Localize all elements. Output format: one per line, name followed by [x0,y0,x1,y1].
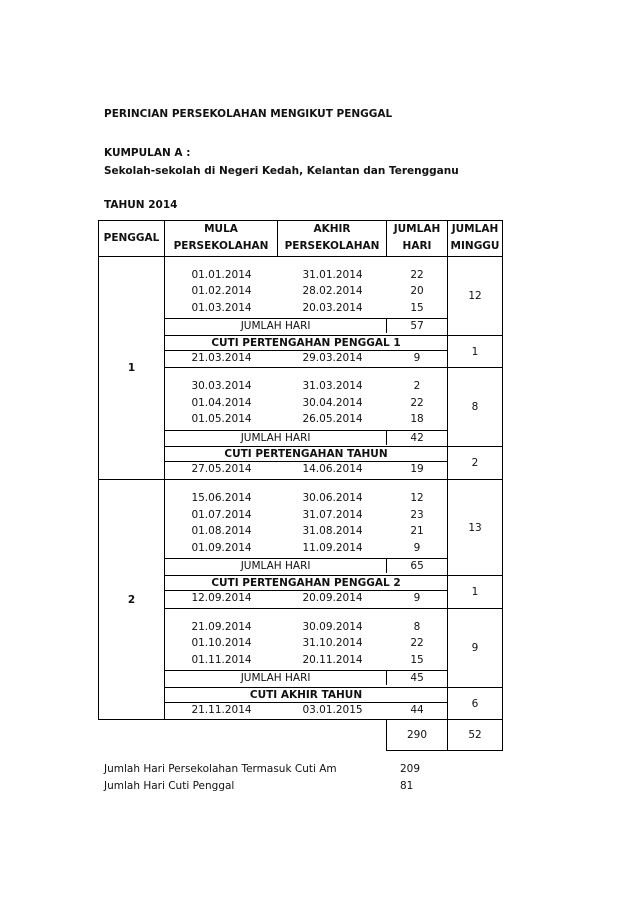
col-akhir: AKHIR PERSEKOLAHAN [278,221,387,257]
mula-date: 01.01.2014 [191,268,252,281]
date-line [165,490,447,507]
akhir-date: 31.01.2014 [302,268,363,281]
hari-count: 15 [410,301,424,314]
col-jumlah-hari: JUMLAH HARI [387,221,448,257]
cuti-title: CUTI PERTENGAHAN TAHUN [165,447,447,462]
mula-date: 12.09.2014 [191,592,252,604]
akhir-date: 30.06.2014 [302,492,363,505]
hari-count: 44 [410,703,424,716]
mula-date: 01.02.2014 [191,285,252,298]
cuti-date-line [165,351,447,366]
summary-value: 209 [400,763,421,775]
minggu-cell: 6 [448,687,503,720]
col-penggal: PENGGAL [99,221,165,257]
mula-date: 27.05.2014 [191,463,252,476]
date-line [165,540,447,557]
date-line [165,283,447,300]
mula-date: 21.03.2014 [191,351,252,364]
jumlah-hari-value: 42 [410,431,424,444]
totals-row [99,720,503,751]
date-line [165,267,447,284]
penggal-cell: 1 [99,256,165,479]
group-description: Sekolah-sekolah di Negeri Kedah, Kelantan dan Terengganu [104,165,459,177]
col-jumlah-minggu: JUMLAH MINGGU [448,221,503,257]
akhir-date: 31.03.2014 [302,380,363,393]
summary-value: 81 [400,780,414,792]
cuti-title: CUTI PERTENGAHAN PENGGAL 2 [165,576,447,591]
totals-spacer [165,720,387,751]
hari-count: 18 [410,413,424,426]
akhir-date: 28.02.2014 [302,285,363,298]
akhir-date: 26.05.2014 [302,413,363,426]
jumlah-hari-label: JUMLAH HARI [165,671,387,685]
jumlah-hari-line [165,318,447,333]
mula-date: 01.07.2014 [191,508,252,521]
mula-date: 01.03.2014 [191,301,252,314]
summary-row-2 [104,780,414,792]
minggu-cell: 2 [448,447,503,480]
cuti-title: CUTI AKHIR TAHUN [165,688,447,703]
total-hari: 290 [387,720,448,751]
akhir-date: 11.09.2014 [302,541,363,554]
date-line [165,300,447,317]
cuti-title: CUTI PERTENGAHAN PENGGAL 1 [165,336,447,351]
dates-cell [165,335,448,368]
hari-count: 22 [410,637,424,650]
date-line [165,523,447,540]
jumlah-hari-line [165,430,447,445]
summary-row-1 [104,763,421,775]
jumlah-hari-value: 65 [410,560,424,573]
mula-date: 01.04.2014 [191,396,252,409]
akhir-date: 14.06.2014 [302,463,363,476]
date-line [165,411,447,428]
total-minggu: 52 [448,720,503,751]
mula-date: 21.09.2014 [191,620,252,633]
jumlah-hari-value: 57 [410,320,424,333]
date-line [165,395,447,412]
page-heading: PERINCIAN PERSEKOLAHAN MENGIKUT PENGGAL [104,108,393,120]
dates-cell [165,608,448,687]
dates-cell [165,576,448,609]
minggu-cell: 12 [448,256,503,335]
jumlah-hari-label: JUMLAH HARI [165,319,387,333]
minggu-cell: 8 [448,368,503,447]
summary-label: Jumlah Hari Cuti Penggal [104,780,235,792]
dates-cell [165,256,448,335]
hari-count: 15 [410,653,424,666]
akhir-date: 31.10.2014 [302,637,363,650]
dates-cell [165,368,448,447]
akhir-date: 29.03.2014 [302,351,363,364]
akhir-date: 03.01.2015 [302,703,363,716]
minggu-cell: 1 [448,576,503,609]
group-label: KUMPULAN A : [104,147,191,159]
akhir-date: 30.04.2014 [302,396,363,409]
minggu-cell: 13 [448,480,503,576]
hari-count: 9 [413,351,421,364]
date-line [165,378,447,395]
dates-cell [165,687,448,720]
table-header-row [99,221,503,257]
akhir-date: 20.09.2014 [302,592,363,604]
jumlah-hari-label: JUMLAH HARI [165,559,387,573]
mula-date: 15.06.2014 [191,492,252,505]
minggu-cell: 1 [448,335,503,368]
hari-count: 9 [413,592,421,604]
mula-date: 30.03.2014 [191,380,252,393]
jumlah-hari-label: JUMLAH HARI [165,431,387,445]
akhir-date: 20.11.2014 [302,653,363,666]
mula-date: 01.10.2014 [191,637,252,650]
akhir-date: 20.03.2014 [302,301,363,314]
cuti-date-line [165,591,447,606]
akhir-date: 30.09.2014 [302,620,363,633]
cuti-date-line [165,703,447,718]
schedule-table [98,220,503,751]
dates-cell [165,447,448,480]
hari-count: 9 [413,541,421,554]
school-block-row [99,256,503,335]
hari-count: 19 [410,463,424,476]
mula-date: 01.08.2014 [191,525,252,538]
date-line [165,635,447,652]
hari-count: 22 [410,268,424,281]
hari-count: 22 [410,396,424,409]
hari-count: 20 [410,285,424,298]
akhir-date: 31.07.2014 [302,508,363,521]
jumlah-hari-line [165,670,447,685]
hari-count: 23 [410,508,424,521]
penggal-cell: 2 [99,480,165,720]
date-line [165,507,447,524]
minggu-cell: 9 [448,608,503,687]
cuti-date-line [165,462,447,477]
school-block-row [99,480,503,576]
totals-spacer [99,720,165,751]
hari-count: 2 [413,380,421,393]
hari-count: 21 [410,525,424,538]
date-line [165,619,447,636]
akhir-date: 31.08.2014 [302,525,363,538]
mula-date: 01.09.2014 [191,541,252,554]
hari-count: 12 [410,492,424,505]
hari-count: 8 [413,620,421,633]
jumlah-hari-line [165,558,447,573]
dates-cell [165,480,448,576]
col-mula: MULA PERSEKOLAHAN [165,221,278,257]
summary-label: Jumlah Hari Persekolahan Termasuk Cuti Am [104,763,337,775]
mula-date: 21.11.2014 [191,703,252,716]
mula-date: 01.11.2014 [191,653,252,666]
mula-date: 01.05.2014 [191,413,252,426]
year-label: TAHUN 2014 [104,199,178,211]
date-line [165,652,447,669]
jumlah-hari-value: 45 [410,672,424,685]
